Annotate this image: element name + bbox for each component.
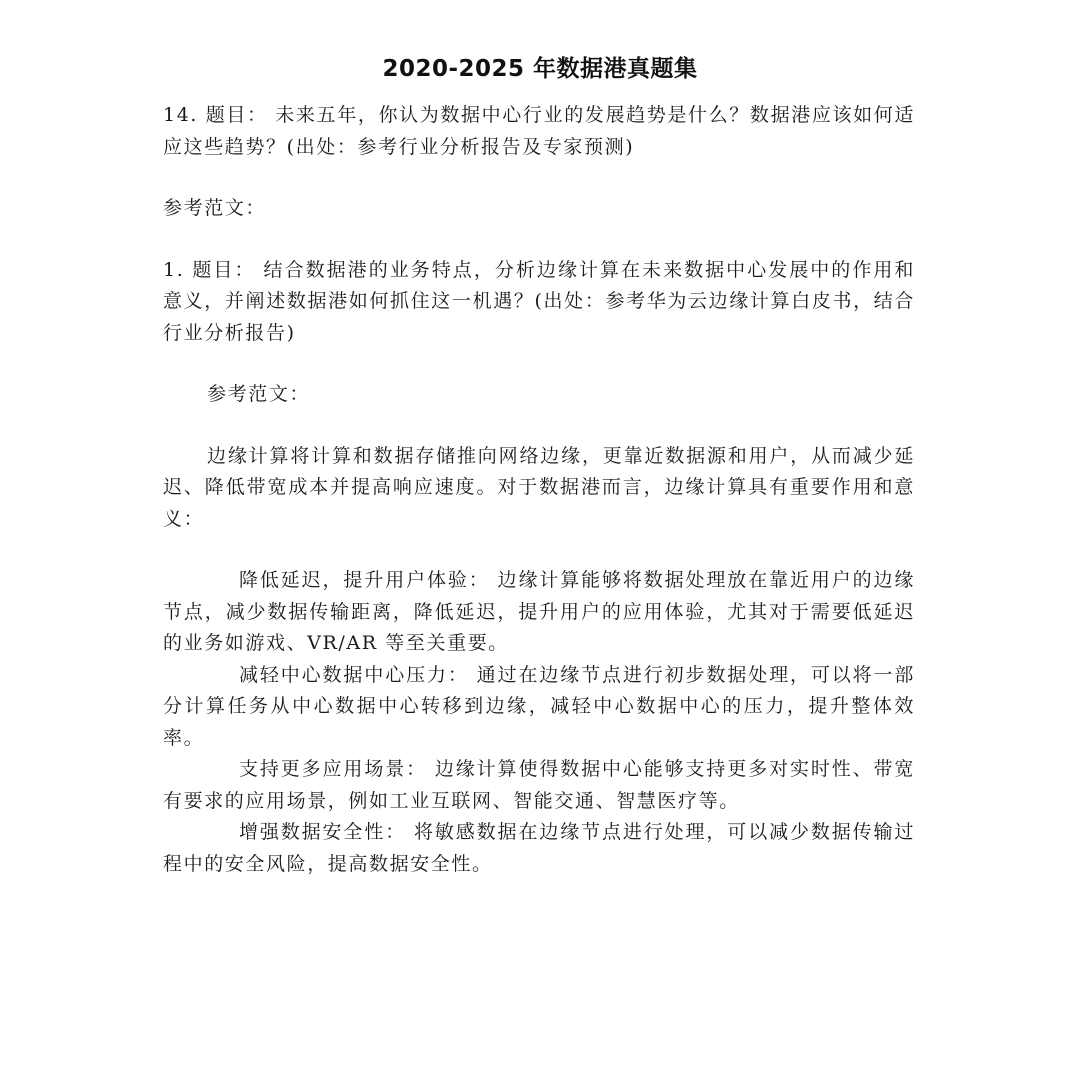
points-list: [163, 565, 915, 880]
point-item: 支持更多应用场景： 边缘计算使得数据中心能够支持更多对实时性、带宽有要求的应用场景，例如工业互联网、智能交通、智慧医疗等。: [163, 758, 915, 812]
question-1-text: 1. 题目： 结合数据港的业务特点，分析边缘计算在未来数据中心发展中的作用和意义，并阐述数据港如何抓住这一机遇？(出处：参考华为云边缘计算白皮书，结合行业分析报告): [163, 258, 915, 344]
document-title: 2020-2025 年数据港真题集: [382, 56, 698, 82]
answer-label-1: 参考范文：: [207, 383, 311, 405]
point-item: 增强数据安全性： 将敏感数据在边缘节点进行处理，可以减少数据传输过程中的安全风险，提高数据安全性。: [163, 821, 915, 875]
point-item: 减轻中心数据中心压力： 通过在边缘节点进行初步数据处理，可以将一部分计算任务从中心数据中心转移到边缘，减轻中心数据中心的压力，提升整体效率。: [163, 663, 915, 749]
point-item: 降低延迟，提升用户体验： 边缘计算能够将数据处理放在靠近用户的边缘节点，减少数据传输距离，降低延迟，提升用户的应用体验，尤其对于需要低延迟的业务如游戏、VR/AR 等至关重要。: [163, 569, 915, 654]
question-14-text: 14. 题目： 未来五年，你认为数据中心行业的发展趋势是什么？数据港应该如何适应这些趋势？(出处：参考行业分析报告及专家预测): [163, 104, 915, 158]
intro-paragraph: 边缘计算将计算和数据存储推向网络边缘，更靠近数据源和用户，从而减少延迟、降低带宽成本并提高响应速度。对于数据港而言，边缘计算具有重要作用和意义：: [163, 444, 915, 530]
document-body: [163, 100, 915, 880]
answer-label-14: 参考范文：: [163, 197, 267, 219]
